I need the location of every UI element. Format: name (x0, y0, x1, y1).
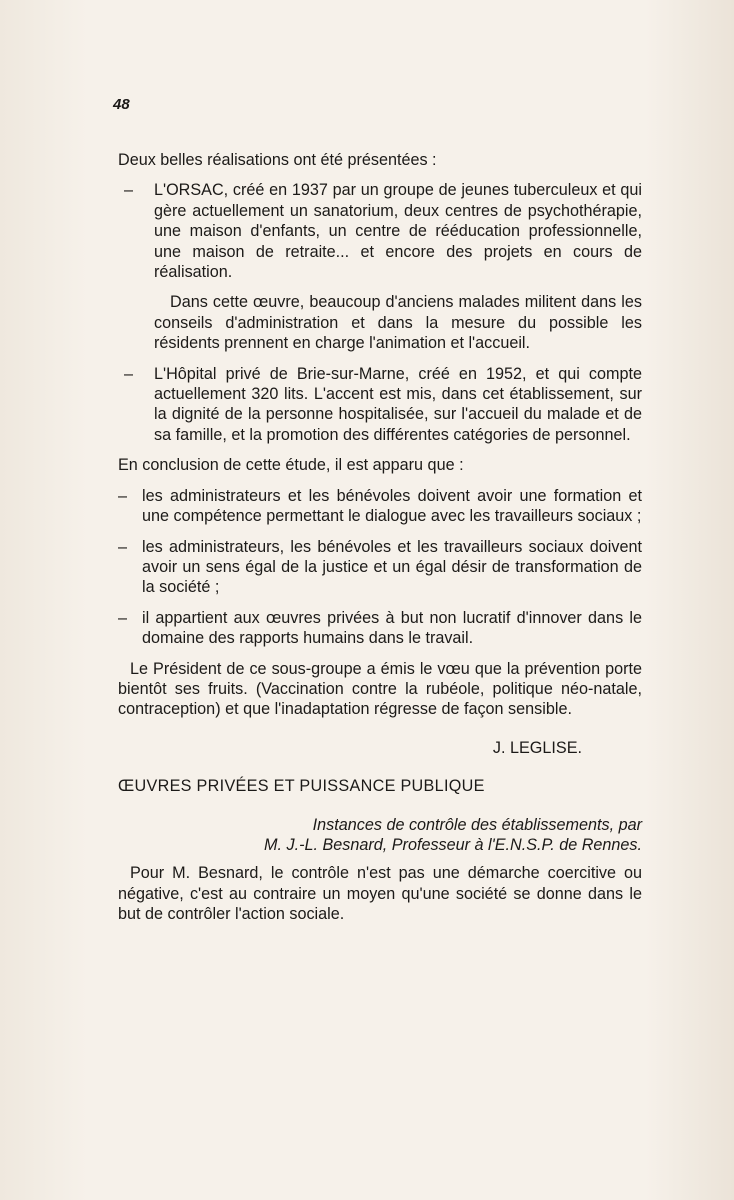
list-item-hopital (118, 364, 642, 446)
list-item-text: L'Hôpital privé de Brie-sur-Marne, créé en 1952, et qui compte actuellement 320 lits. L'accent est mis, dans cet établissement, sur la dignité de la personne hospitalisée, sur l'accueil du malade et de sa famille, et la promotion des différentes catégories de personnel. (154, 364, 642, 444)
page-number: 48 (113, 96, 130, 113)
signature: J. LEGLISE. (492, 738, 582, 757)
dash-marker: – (118, 486, 128, 505)
dash-marker: – (118, 608, 128, 627)
orsac-detail-paragraph: Dans cette œuvre, beaucoup d'anciens malades militent dans les conseils d'administration et dans la mesure du possible les résidents prennent en charge l'animation et l'accueil. (154, 293, 642, 353)
list-item-text: les administrateurs, les bénévoles et les travailleurs sociaux doivent avoir un sens égal de la justice et un égal désir de transformation de la société ; (142, 537, 642, 597)
conclusion-item-2 (118, 537, 642, 598)
final-paragraph: Pour M. Besnard, le contrôle n'est pas une démarche coercitive ou négative, c'est au contraire un moyen qu'une société se donne dans le but de contrôler l'action sociale. (118, 864, 642, 924)
byline-line-2: M. J.-L. Besnard, Professeur à l'E.N.S.P. de Rennes. (264, 835, 642, 854)
list-item-text: L'ORSAC, créé en 1937 par un groupe de jeunes tuberculeux et qui gère actuellement un sanatorium, deux centres de psychothérapie, une maison d'enfants, un centre de rééducation professionnelle, une maison de retraite... et encore des projets en cours de réalisation. (154, 181, 642, 282)
dash-marker: – (124, 364, 134, 383)
list-item-text: il appartient aux œuvres privées à but non lucratif d'innover dans le domaine des rapports humains dans le travail. (142, 608, 642, 648)
section-title: ŒUVRES PRIVÉES ET PUISSANCE PUBLIQUE (118, 777, 485, 796)
byline (118, 815, 642, 856)
intro-paragraph: Deux belles réalisations ont été présentées : (118, 151, 437, 169)
list-item-text: les administrateurs et les bénévoles doivent avoir une formation et une compétence permettant le dialogue avec les travailleurs sociaux ; (142, 486, 642, 526)
byline-line-1: Instances de contrôle des établissements, par (312, 815, 642, 834)
dash-marker: – (124, 181, 134, 200)
conclusion-paragraph: En conclusion de cette étude, il est apparu que : (118, 456, 464, 475)
conclusion-item-3 (118, 608, 642, 649)
dash-marker: – (118, 537, 128, 556)
conclusion-item-1 (118, 486, 642, 527)
president-paragraph: Le Président de ce sous-groupe a émis le vœu que la prévention porte bientôt ses fruits. (Vaccination contre la rubéole, politique néo-natale, contraception) et que l'inadaptation régresse de façon sensible. (118, 659, 642, 719)
body-text (118, 150, 642, 935)
list-item-orsac (118, 180, 642, 282)
